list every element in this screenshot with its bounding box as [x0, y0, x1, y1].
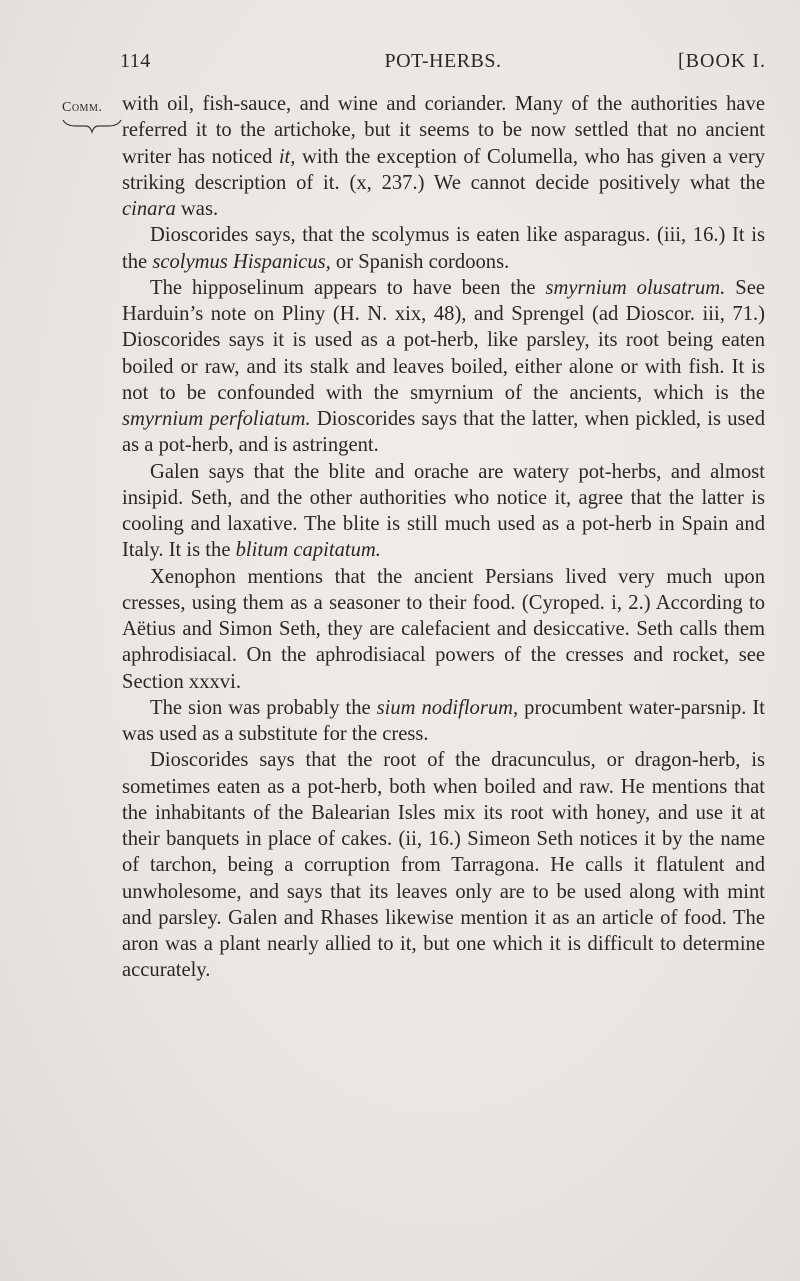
italic-term: blitum capitatum. — [235, 539, 381, 562]
paragraph — [122, 695, 765, 748]
text-run: Galen says that the blite and orache are watery pot-herbs, and almost insipid. Seth, and the other authorities who notice it, agree that the latter is cooling and laxative. The blite is still much used as a pot-herb in Spain and Italy. It is the — [122, 460, 765, 562]
page-header — [120, 50, 766, 74]
body-text — [122, 91, 765, 984]
text-run: procumbent water-parsnip. It was used as a substitute for the cress. — [122, 696, 765, 745]
margin-note: Comm. — [62, 100, 103, 115]
italic-term: smyrnium perfoliatum. — [122, 408, 311, 430]
text-run: Dioscorides says that the latter, when pickled, is used as a pot-herb, and is astringent. — [122, 408, 765, 457]
italic-term: it, — [278, 145, 296, 168]
italic-term: sium nodiflorum, — [376, 696, 519, 719]
book-reference: [BOOK I. — [678, 50, 766, 72]
italic-term: scolymus Hispanicus, — [152, 250, 331, 273]
text-run: See Harduin’s note on Pliny (H. N. xix, 48), and Sprengel (ad Dioscor. iii, 71.) Dioscorides says it is used as a pot-herb, like parsley, its root being eaten boiled or raw, and its stalk and leaves boiled, either alone or with fish. It is not to be confounded with the smyrnium of the ancients, which is the — [122, 276, 765, 404]
paragraph — [122, 275, 765, 459]
italic-term: cinara — [122, 198, 176, 220]
paragraph — [122, 564, 765, 695]
running-title: POT-HERBS. — [384, 50, 502, 72]
text-run: or Spanish cordoons. — [330, 250, 510, 273]
paragraph — [122, 91, 765, 222]
margin-brace-icon — [62, 118, 122, 134]
paragraph — [122, 459, 765, 564]
text-run: with the exception of Columella, who has given a very striking description of it. (x, 237.) We cannot decide positively what the — [122, 145, 766, 194]
text-run: The hipposelinum appears to have been the — [150, 276, 546, 299]
paragraph — [122, 222, 765, 275]
page-number: 114 — [120, 50, 151, 72]
text-run: The sion was probably the — [150, 696, 377, 719]
paragraph — [122, 747, 765, 983]
text-run: was. — [175, 198, 219, 220]
text-run: Dioscorides says that the root of the dracunculus, or dragon-herb, is sometimes eaten as a pot-herb, both when boiled and raw. He mentions that the inhabitants of the Balearian Isles mix its root with honey, and use it at their banquets in place of cakes. (ii, 16.) Simeon Seth notices it by the name of tarchon, being a corruption from Tarragona. He calls it flatulent and unwholesome, and says that its leaves only are to be used along with mint and parsley. Galen and Rhases likewise mention it as an article of food. The aron was a plant nearly allied to it, but one which it is difficult to determine accurately. — [122, 749, 765, 982]
italic-term: smyrnium olusatrum. — [545, 276, 726, 299]
text-run: Xenophon mentions that the ancient Persians lived very much upon cresses, using them as a seasoner to their food. (Cyroped. i, 2.) According to Aëtius and Simon Seth, they are calefacient and desiccative. Seth calls them aphrodisiacal. On the aphrodisiacal powers of the cresses and rocket, see Section xxxvi. — [122, 565, 765, 693]
text-run: Dioscorides says, that the scolymus is eaten like asparagus. (iii, 16.) It is the — [122, 224, 765, 273]
text-run: with oil, fish-sauce, and wine and coriander. Many of the authorities have referred it to the artichoke, but it seems to be now settled that no ancient writer has noticed — [122, 93, 765, 168]
